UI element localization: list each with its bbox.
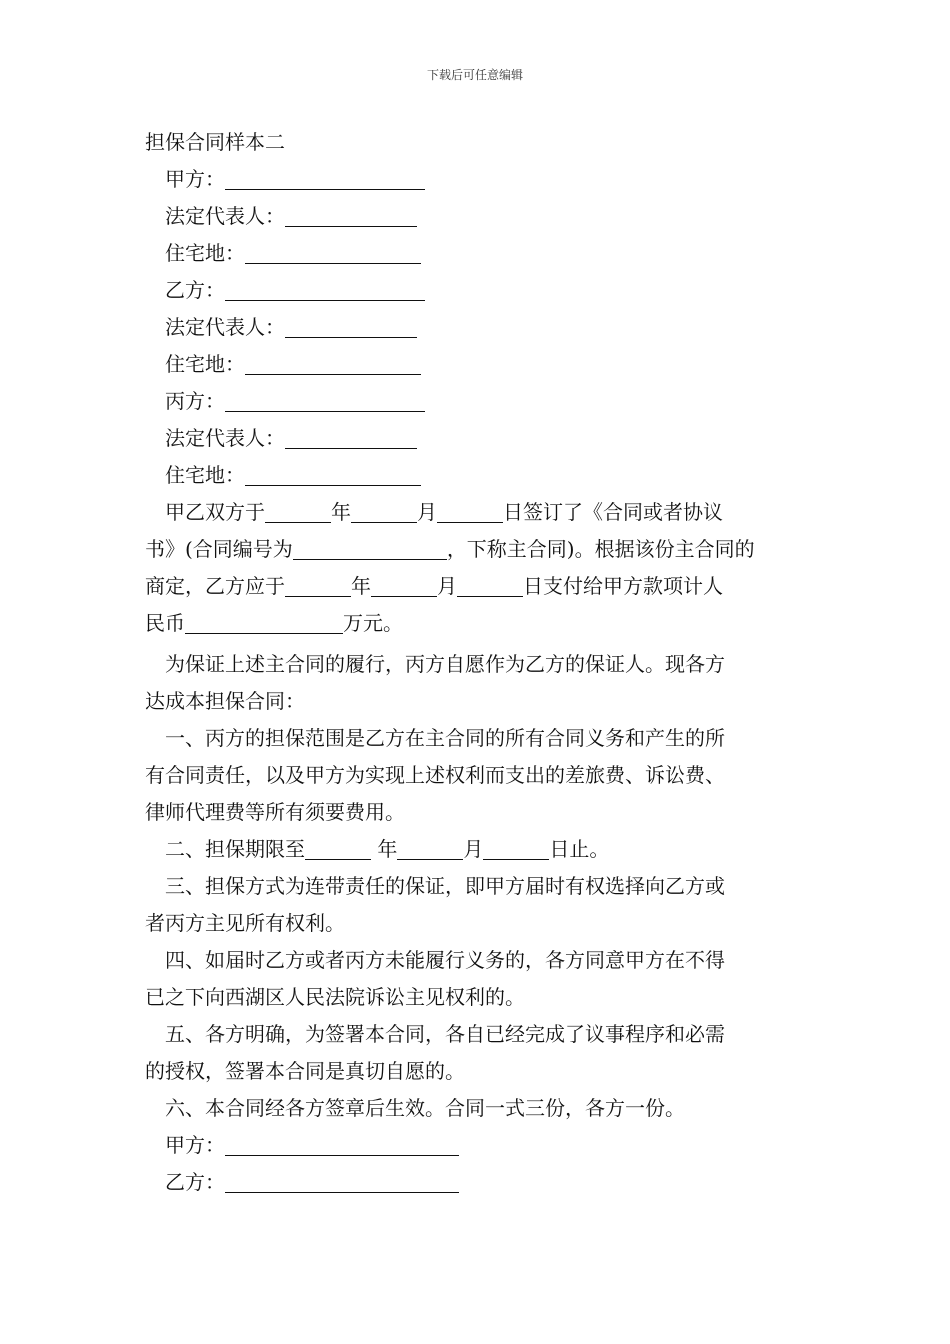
party-a-rep-row xyxy=(145,198,810,235)
party-a-label: 甲方： xyxy=(165,167,225,191)
party-a-row xyxy=(145,161,810,198)
party-c-row xyxy=(145,383,810,420)
para1-text: 甲乙双方于 xyxy=(165,500,265,524)
party-c-blank[interactable] xyxy=(225,391,425,412)
party-a-rep-blank[interactable] xyxy=(285,206,417,227)
month-label: 月 xyxy=(417,500,437,524)
para1-text: ，下称主合同)。根据该份主合同的 xyxy=(446,537,755,561)
party-b-addr-row xyxy=(145,346,810,383)
party-c-rep-blank[interactable] xyxy=(285,428,417,449)
para1-text: 商定，乙方应于 xyxy=(145,574,285,598)
contract-number-blank[interactable] xyxy=(293,539,447,560)
term-year-blank[interactable] xyxy=(305,839,371,860)
party-c-label: 丙方： xyxy=(165,389,225,413)
clause2-line xyxy=(145,831,810,868)
clause3-line1: 三、担保方式为连带责任的保证，即甲方届时有权选择向乙方或 xyxy=(165,874,725,898)
para2-line1: 为保证上述主合同的履行，丙方自愿作为乙方的保证人。现各方 xyxy=(165,652,725,676)
clause1-line2: 有合同责任，以及甲方为实现上述权利而支出的差旅费、诉讼费、 xyxy=(145,763,725,787)
pay-year-blank[interactable] xyxy=(285,576,351,597)
para2-line2: 达成本担保合同： xyxy=(145,689,305,713)
party-c-rep-label: 法定代表人： xyxy=(165,426,285,450)
party-b-addr-label: 住宅地： xyxy=(165,352,245,376)
party-a-addr-label: 住宅地： xyxy=(165,241,245,265)
amount-blank[interactable] xyxy=(185,613,343,634)
document-body xyxy=(145,124,810,1201)
year-label: 年 xyxy=(331,500,351,524)
header-note: 下载后可任意编辑 xyxy=(426,68,523,82)
pay-day-blank[interactable] xyxy=(457,576,523,597)
party-b-blank[interactable] xyxy=(225,280,425,301)
party-b-addr-blank[interactable] xyxy=(245,354,421,375)
party-c-addr-row xyxy=(145,457,810,494)
party-a-blank[interactable] xyxy=(225,169,425,190)
term-day-blank[interactable] xyxy=(483,839,549,860)
signature-b-label: 乙方： xyxy=(165,1170,225,1194)
clause1-line3: 律师代理费等所有须要费用。 xyxy=(145,800,405,824)
signature-a-blank[interactable] xyxy=(225,1135,459,1156)
sign-day-blank[interactable] xyxy=(437,502,503,523)
clause1-line1: 一、丙方的担保范围是乙方在主合同的所有合同义务和产生的所 xyxy=(165,726,725,750)
clause5-line1: 五、各方明确，为签署本合同，各自已经完成了议事程序和必需 xyxy=(165,1022,725,1046)
pay-month-blank[interactable] xyxy=(371,576,437,597)
party-c-addr-label: 住宅地： xyxy=(165,463,245,487)
sign-year-blank[interactable] xyxy=(265,502,331,523)
para1-line4 xyxy=(145,605,810,642)
party-b-label: 乙方： xyxy=(165,278,225,302)
year-label: 年 xyxy=(371,837,398,861)
para1-line1 xyxy=(145,494,810,531)
month-label: 月 xyxy=(463,837,484,861)
para1-text: 万元。 xyxy=(343,611,403,635)
party-c-rep-row xyxy=(145,420,810,457)
clause6-line: 六、本合同经各方签章后生效。合同一式三份，各方一份。 xyxy=(165,1096,685,1120)
para1-text: 书》(合同编号为 xyxy=(145,537,293,561)
para1-text: 民币 xyxy=(145,611,185,635)
clause2-text: 二、担保期限至 xyxy=(165,837,305,861)
signature-a-label: 甲方： xyxy=(165,1133,225,1157)
term-month-blank[interactable] xyxy=(397,839,463,860)
para1-text: 日签订了《合同或者协议 xyxy=(503,500,723,524)
party-a-addr-row xyxy=(145,235,810,272)
clause2-text: 日止。 xyxy=(549,837,610,861)
clause4-line1: 四、如届时乙方或者丙方未能履行义务的，各方同意甲方在不得 xyxy=(165,948,725,972)
para1-text: 日支付给甲方款项计人 xyxy=(523,574,723,598)
clause3-line2: 者丙方主见所有权利。 xyxy=(145,911,345,935)
party-b-rep-row xyxy=(145,309,810,346)
clause5-line2: 的授权，签署本合同是真切自愿的。 xyxy=(145,1059,465,1083)
party-c-addr-blank[interactable] xyxy=(245,465,421,486)
para1-line2 xyxy=(145,531,810,568)
year-label: 年 xyxy=(351,574,371,598)
signature-b-row xyxy=(145,1164,810,1201)
party-a-rep-label: 法定代表人： xyxy=(165,204,285,228)
party-b-rep-blank[interactable] xyxy=(285,317,417,338)
party-b-row xyxy=(145,272,810,309)
document-title: 担保合同样本二 xyxy=(145,130,285,154)
party-b-rep-label: 法定代表人： xyxy=(165,315,285,339)
party-a-addr-blank[interactable] xyxy=(245,243,421,264)
signature-a-row xyxy=(145,1127,810,1164)
para1-line3 xyxy=(145,568,810,605)
signature-b-blank[interactable] xyxy=(225,1172,459,1193)
month-label: 月 xyxy=(437,574,457,598)
clause4-line2: 已之下向西湖区人民法院诉讼主见权利的。 xyxy=(145,985,525,1009)
sign-month-blank[interactable] xyxy=(351,502,417,523)
